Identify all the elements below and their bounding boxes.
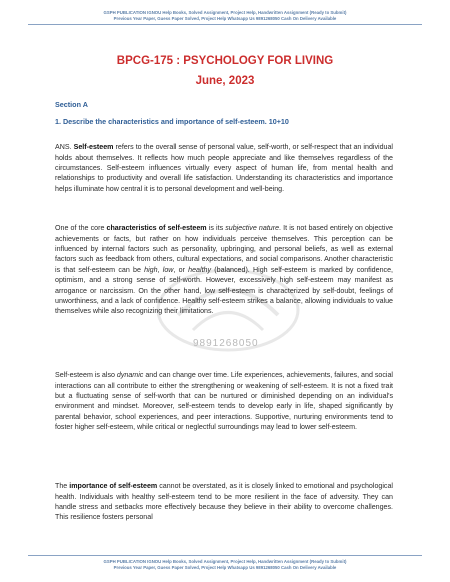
italic-term: healthy (188, 265, 212, 274)
section-heading: Section A (55, 100, 88, 109)
italic-term: subjective nature (225, 224, 280, 233)
paragraph-text: , (157, 265, 163, 274)
header-line-2: Previous Year Paper, Guess Paper Solved, Project Help Whatsapp Us 9891268050 Cash On Delivery Available (113, 16, 337, 22)
footer-line-2: Previous Year Paper, Guess Paper Solved, Project Help Whatsapp Us 9891268050 Cash On Delivery Available (113, 565, 337, 571)
italic-term: low (162, 265, 174, 274)
answer-label: ANS. (55, 143, 74, 152)
question-heading: 1. Describe the characteristics and importance of self-esteem. 10+10 (55, 117, 289, 126)
page-header (30, 10, 420, 22)
header-divider (28, 24, 422, 25)
paragraph-text: cannot be overstated, as it is closely linked to emotional and psychological health. Individuals with healthy self-esteem tend to be more resilient in the face of adversity. They can handle stress and setbacks more effectively because they believe in their ability to overcome challenges. This resilience fosters personal (55, 482, 393, 522)
exam-date: June, 2023 (195, 75, 255, 87)
paragraph-text: The (55, 482, 70, 491)
paragraph-text: , or (173, 265, 189, 274)
document-title: BPCG-175 : PSYCHOLOGY FOR LIVING (116, 55, 334, 67)
paragraph-text: refers to the overall sense of personal value, self-worth, or self-respect that an individual holds about themselves. It reflects how much people appreciate and like themselves regardless of the circumstances. Self-esteem influences virtually every aspect of human life, from mental health and relationships to productivity and overall life satisfaction. Understanding its characteristics and importance helps illuminate how central it is to personal development and well-being. (55, 143, 394, 193)
paragraph-text: One of the core (55, 224, 107, 233)
answer-paragraph-4 (55, 481, 393, 523)
watermark-number: 9891268050 (193, 338, 259, 349)
footer-line-1: GSPH PUBLICATION IGNOU Help Books, Solved Assignment, Project Help, Handwritten Assignment (Ready to Submit) (103, 559, 347, 564)
bold-term: characteristics of self-esteem (106, 224, 207, 233)
paragraph-text: . It is not based entirely on objective achievements or facts, but rather on how individuals perceive themselves. This perception can be influenced by internal factors such as personality, upbringing, and personal beliefs, as well as external factors such as feedback from others, cultural expectations, and social comparisons. Another characteristic is that self-esteem can be (55, 224, 393, 274)
header-line-1: GSPH PUBLICATION IGNOU Help Books, Solved Assignment, Project Help, Handwritten Assignment (Ready to Submit) (103, 10, 347, 15)
italic-term: dynamic (116, 371, 144, 380)
paragraph-text: is its (206, 224, 226, 233)
page-footer (30, 559, 420, 571)
italic-term: high (144, 265, 158, 274)
paragraph-text: (balanced). High self-esteem is marked by confidence, optimism, and a strong sense of self-worth. However, excessively high self-esteem may manifest as arrogance or narcissism. On the other hand, low self-esteem is characterized by self-doubt, feelings of unworthiness, and a lack of confidence. Healthy self-esteem strikes a balance, allowing individuals to value themselves while also recognizing their limitations. (55, 265, 393, 316)
answer-paragraph-1 (55, 142, 393, 194)
paragraph-text: Self-esteem is also (55, 371, 117, 380)
paragraph-text: and can change over time. Life experiences, achievements, failures, and social interactions can all contribute to either the strengthening or weakening of self-esteem. It is not a fixed trait but a fluctuating sense of self-worth that can be nurtured or diminished depending on an individual's environment and mindset. Moreover, self-esteem tends to develop early in life, shaped significantly by parental behavior, school experiences, and peer interactions. Supportive, nurturing environments tend to foster higher self-esteem, while critical or neglectful surroundings may lead to lower self-esteem. (55, 371, 393, 432)
answer-paragraph-3 (55, 370, 393, 432)
bold-term: Self-esteem (73, 143, 114, 152)
bold-term: importance of self-esteem (69, 482, 158, 491)
footer-divider (28, 555, 422, 556)
answer-paragraph-2 (55, 223, 393, 317)
